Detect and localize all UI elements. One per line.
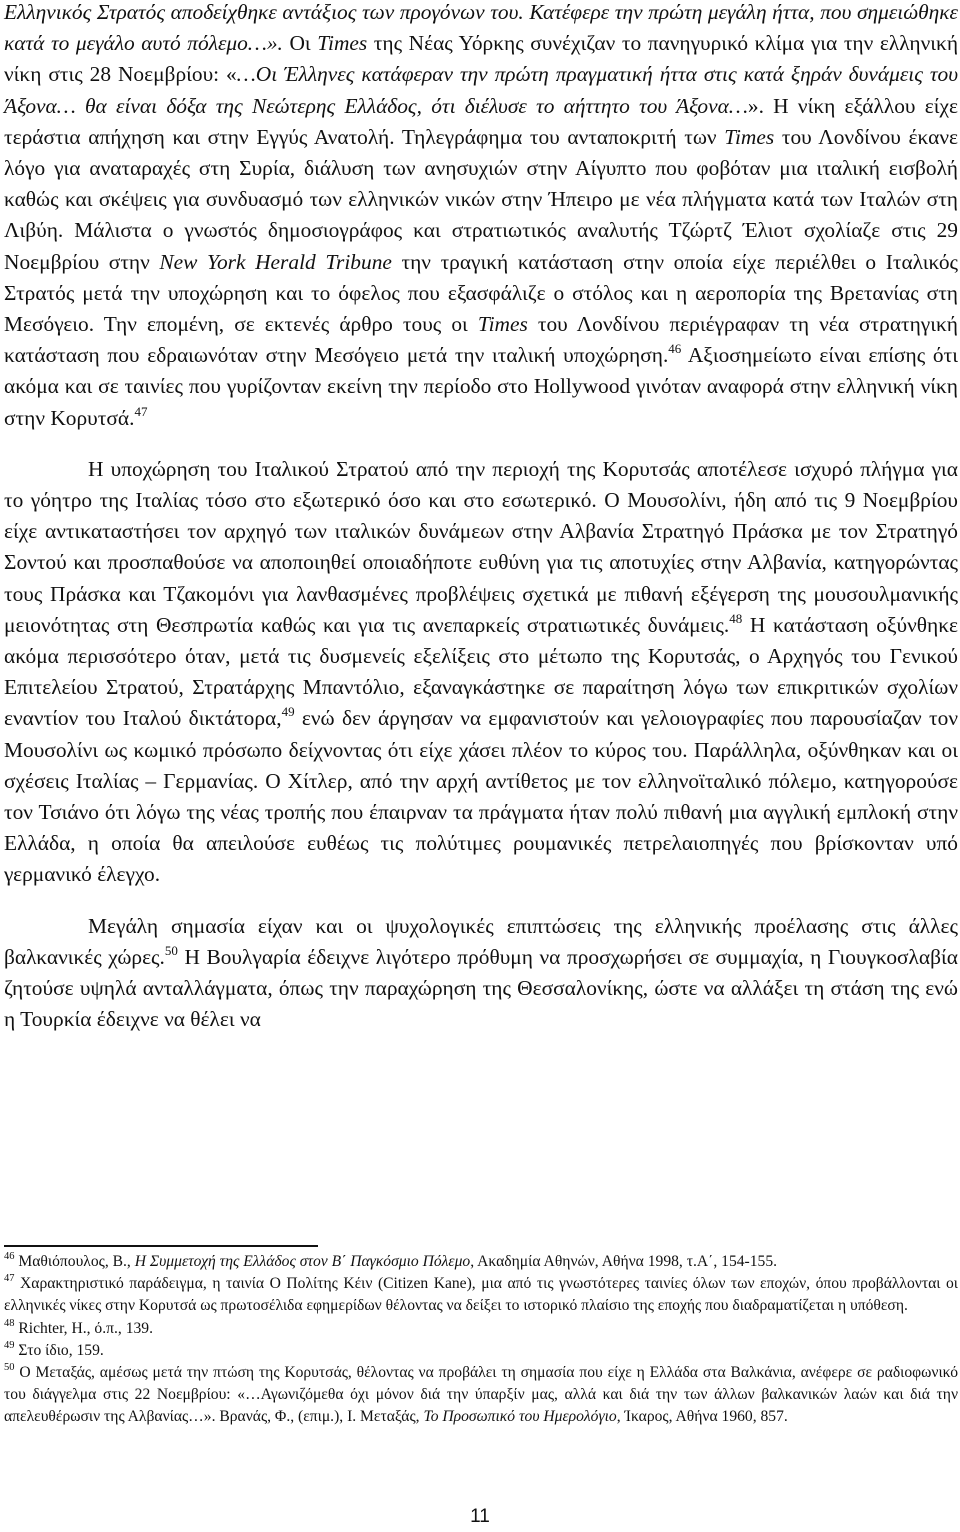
footnote: [4, 1340, 958, 1362]
body-text: [4, 0, 958, 1036]
italic-text: Το Προσωπικό του Ημερολόγιο: [423, 1408, 617, 1426]
page-number: 11: [470, 1506, 490, 1527]
italic-text: Ελληνικός Στρατός αποδείχθηκε αντάξιος των προγόνων του. Κατέφερε την πρώτη μεγάλη ήττα, που σημειώθηκε κατά το μεγάλο αυτό πόλεμο…».: [4, 0, 958, 56]
footnote-marker: 49: [4, 1339, 15, 1351]
text-run: Οι: [282, 31, 318, 56]
footnote-marker: 46: [4, 1251, 15, 1262]
footnote-separator: [4, 1245, 318, 1247]
paragraph: [4, 454, 958, 891]
text-run: Μεγάλη σημασία είχαν και οι ψυχολογικές επιπτώσεις της ελληνικής προέλασης στις άλλες βαλκανικές χώρες.: [4, 913, 958, 969]
footnote-marker: 48: [4, 1317, 15, 1329]
text-run: Η κατάσταση οξύνθηκε ακόμα περισσότερο όταν, μετά τις δυσμενείς εξελίξεις στο μέτωπο της Κορυτσάς, ο Αρχηγός του Γενικού Επιτελείου Στρατού, Στρατάρχης Μπαντόλιο, εξαναγκάστηκε σε παραίτηση λόγω των επικριτικών σχολίων εναντίον του Ιταλού δικτάτορα,: [4, 612, 958, 731]
italic-text: New York Herald Tribune: [159, 249, 392, 274]
text-run: ». Η νίκη εξάλλου είχε τεράστια απήχηση και στην Εγγύς Ανατολή. Τηλεγράφημα του ανταποκριτή των: [4, 93, 958, 149]
footnote: [4, 1318, 958, 1340]
footnote: [4, 1362, 958, 1429]
text-run: , Ίκαρος, Αθήνα 1960, 857.: [616, 1408, 788, 1426]
footnote-marker: 46: [668, 341, 682, 357]
italic-text: …Οι Έλληνες κατάφεραν την πρώτη πραγματική ήττα στις κατά ξηράν δυνάμεις του Άξονα… θα είναι δόξα της Νεώτερης Ελλάδος, ότι διέλυσε το αήττητο του Άξονα…: [4, 62, 959, 118]
footnote-marker: 49: [281, 704, 295, 720]
italic-text: Times: [477, 312, 528, 337]
footnote-marker: 47: [134, 403, 148, 419]
text-run: Μαθιόπουλος, Β.,: [14, 1253, 135, 1270]
italic-text: Η Συμμετοχή της Ελλάδος στον Β΄ Παγκόσμιο Πόλεμο: [134, 1253, 471, 1270]
footnote-marker: 50: [4, 1362, 15, 1374]
text-run: Η υποχώρηση του Ιταλικού Στρατού από την περιοχή της Κορυτσάς αποτέλεσε ισχυρό πλήγμα για το γόητρο της Ιταλίας τόσο στο εξωτερικό όσο και στο εσωτερικό. Ο Μουσολίνι, ήδη από τις 9 Νοεμβρίου είχε αντικαταστήσει τον αρχηγό των ιταλικών δυνάμεων στην Αλβανία Στρατηγό Πράσκα με τον Στρατηγό Σοντού και προσπαθούσε να αποποιηθεί οποιαδήποτε ευθύνη για τις αποτυχίες στην Αλβανία, κατηγορώντας τους Πράσκα και Τζακομόνι για λανθασμένες προβλέψεις σχετικά με πιθανή εξέγερση της μουσουλμανικής μειονότητας στη Θεσπρωτία καθώς και για τις ανεπαρκείς στρατιωτικές δυνάμεις.: [4, 456, 958, 637]
text-run: Ο Μεταξάς, αμέσως μετά την πτώση της Κορυτσάς, θέλοντας να προβάλει τη σημασία που είχε η Ελλάδα στα Βαλκάνια, ανέφερε σε ραδιοφωνικό του διάγγελμα στις 22 Νοεμβρίου: «…Αγωνιζόμεθα όχι μόνον διά την ύπαρξίν μας, αλλά και διά την των άλλων βαλκανικών λαών και διά την απελευθέρωσιν της Αλβανίας…». Βρανάς, Φ., (επιμ.), Ι. Μεταξάς,: [4, 1364, 958, 1426]
text-run: Χαρακτηριστικό παράδειγμα, η ταινία Ο Πολίτης Κέιν (Citizen Kane), μια από τις γνωστότερες ταινίες όλων των εποχών, όπου προβάλλονται οι ελληνικές νίκες στην Κορυτσά ως πρωτοσέλιδα εφημερίδων θέλοντας να δείξει το ιστορικό πλαίσιο της εποχής που διαδραματίζεται η υπόθεση.: [4, 1275, 958, 1315]
text-run: ενώ δεν άργησαν να εμφανιστούν και γελοιογραφίες που παρουσίαζαν τον Μουσολίνι ως κωμικό πρόσωπο δείχνοντας ότι είχε χάσει πλέον το κύρος του. Παράλληλα, οξύνθηκαν και οι σχέσεις Ιταλίας – Γερμανίας. Ο Χίτλερ, από την αρχή αντίθετος με τον ελληνοϊταλικό πόλεμο, κατηγορούσε τον Τσιάνο ότι λόγω της νέας τροπής που έπαιρναν τα πράγματα ήταν πολύ πιθανή μια αγγλική εμπλοκή στην Ελλάδα, η οποία θα απειλούσε ευθέως τις πολύτιμες ρουμανικές πετρελαιοπηγές που βρίσκονταν υπό γερμανικό έλεγχο.: [4, 706, 958, 887]
footnote: [4, 1273, 958, 1317]
footnote-marker: 47: [4, 1273, 15, 1285]
footnotes: [4, 1251, 958, 1429]
text-run: Richter, H., ό.π., 139.: [14, 1319, 153, 1337]
text-run: του Λονδίνου έκανε λόγο για αναταραχές στη Συρία, διάλυση των ανησυχιών στην Αίγυπτο που φοβόταν μια ιταλική εισβολή καθώς και σκέψεις για συνδυασμό των ελληνικών νικών στην Ήπειρο με νέα πλήγματα κατά των Ιταλών στη Λιβύη. Μάλιστα ο γνωστός δημοσιογράφος και στρατιωτικός αναλυτής Τζώρτζ Έλιοτ σχολίαζε στις 29 Νοεμβρίου στην: [4, 124, 958, 274]
text-run: Η Βουλγαρία έδειχνε λιγότερο πρόθυμη να προσχωρήσει σε συμμαχία, η Γιουγκοσλαβία ζητούσε υψηλά ανταλλάγματα, όπως την παραχώρηση της Θεσσαλονίκης, ώστε να αλλάξει τη στάση της ενώ η Τουρκία έδειχνε να θέλει να: [4, 944, 958, 1032]
paragraph: [4, 911, 958, 1036]
paragraph: [4, 0, 958, 434]
italic-text: Times: [724, 124, 775, 149]
footnote: [4, 1251, 958, 1273]
footnote-marker: 48: [729, 610, 743, 626]
text-run: του Λονδίνου περιέγραφαν τη νέα στρατηγική κατάσταση που εδραιωνόταν στην Μεσόγειο μετά την ιταλική υποχώρηση.: [4, 312, 958, 368]
text-run: την τραγική κατάσταση στην οποία είχε περιέλθει ο Ιταλικός Στρατός μετά την υποχώρηση και το όφελος που εξασφάλιζε ο στόλος και η αεροπορία της Βρετανίας στη Μεσόγειο. Την επομένη, σε εκτενές άρθρο τους οι: [4, 249, 959, 337]
text-run: , Ακαδημία Αθηνών, Αθήνα 1998, τ.Α΄, 154-155.: [470, 1253, 778, 1270]
footnote-marker: 50: [164, 942, 178, 958]
text-run: της Νέας Υόρκης συνέχιζαν το πανηγυρικό κλίμα για την ελληνική νίκη στις 28 Νοεμβρίου: «: [4, 31, 958, 87]
italic-text: Times: [317, 31, 368, 56]
text-run: Στο ίδιο, 159.: [14, 1341, 104, 1359]
text-run: Αξιοσημείωτο είναι επίσης ότι ακόμα και σε ταινίες που γυρίζονταν εκείνη την περίοδο στο Hollywood γινόταν αναφορά στην ελληνική νίκη στην Κορυτσά.: [4, 343, 958, 430]
